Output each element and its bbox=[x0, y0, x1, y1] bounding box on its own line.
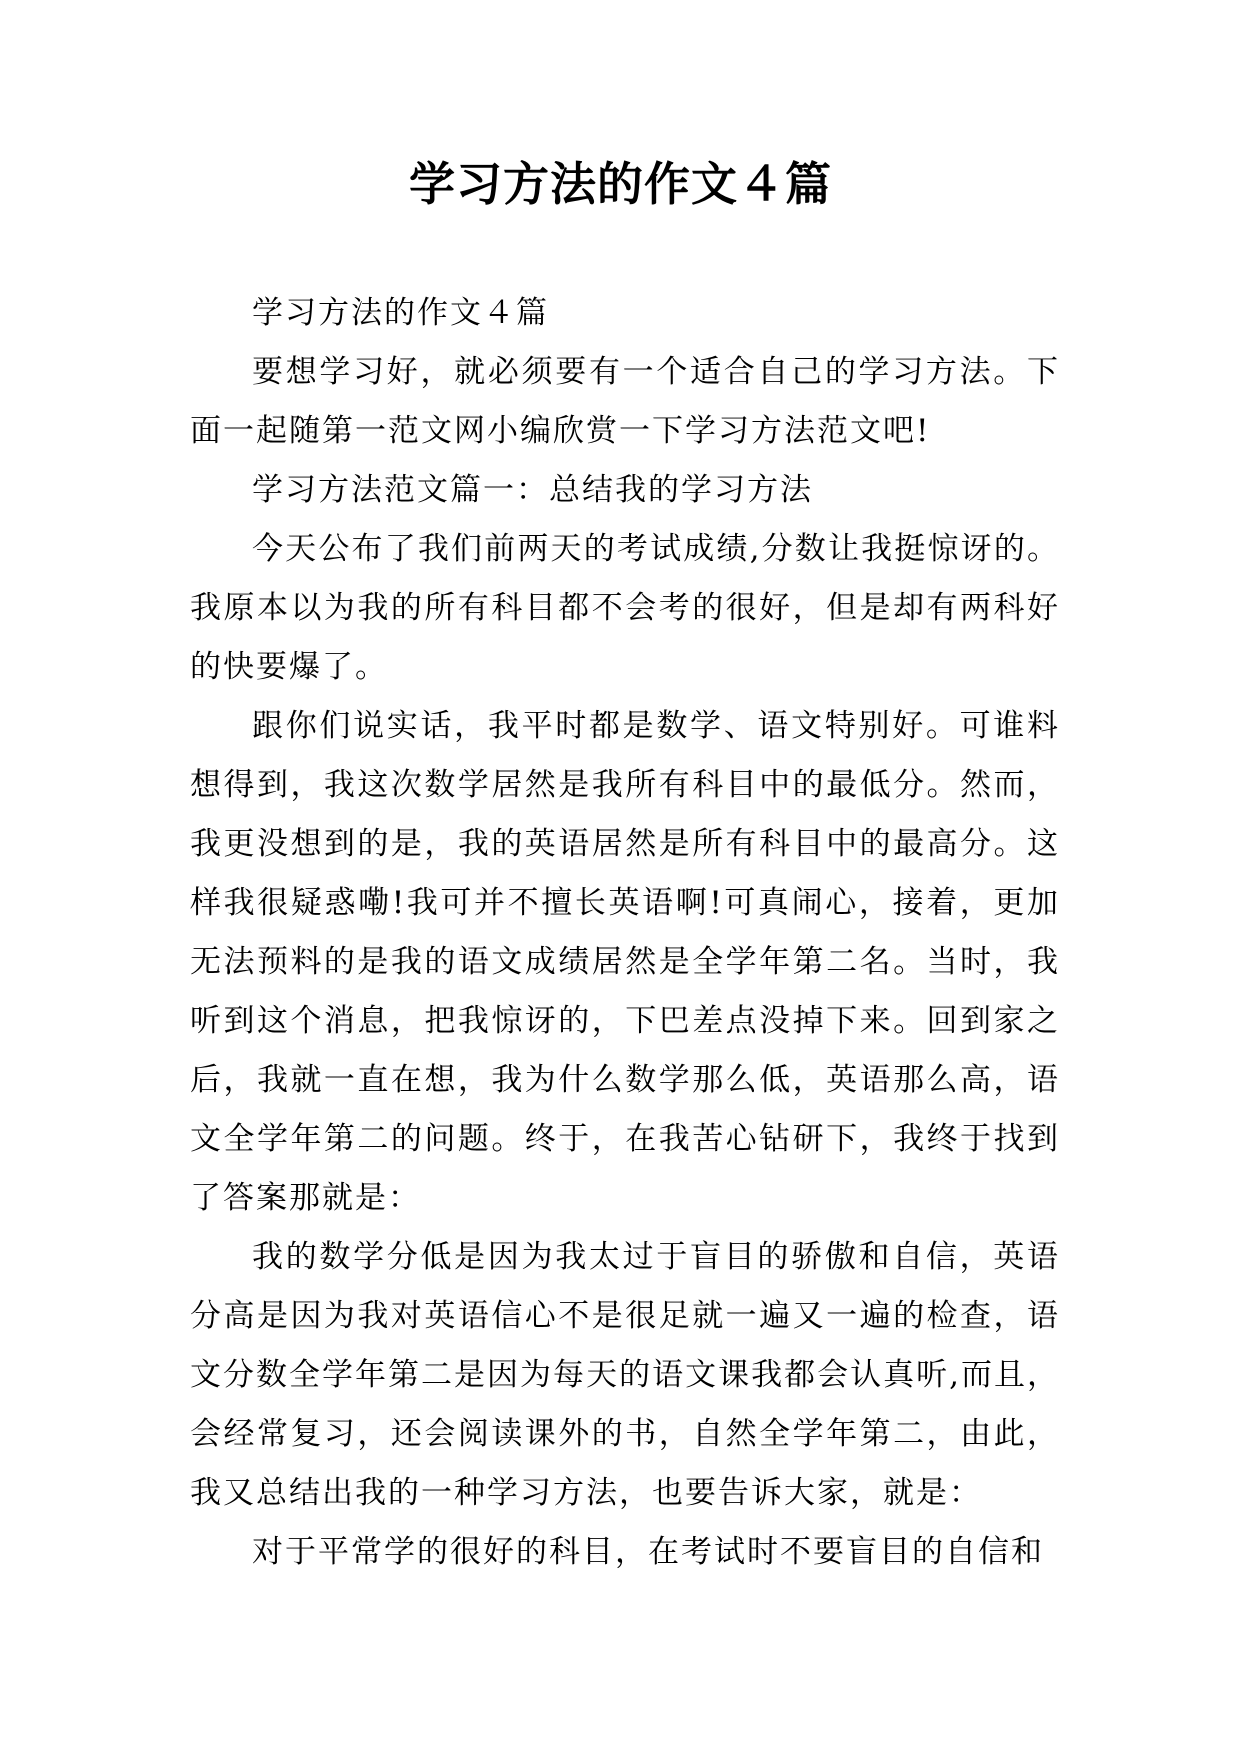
paragraph: 我的数学分低是因为我太过于盲目的骄傲和自信，英语分高是因为我对英语信心不是很足就一遍又一遍的检查，语文分数全学年第二是因为每天的语文课我都会认真听,而且，会经常复习，还会阅读课外的书，自然全学年第二，由此，我又总结出我的一种学习方法，也要告诉大家，就是： bbox=[190, 1239, 1060, 1511]
paragraph: 要想学习好，就必须要有一个适合自己的学习方法。下面一起随第一范文网小编欣赏一下学习方法范文吧! bbox=[190, 354, 1060, 449]
document-title: 学习方法的作文４篇 bbox=[409, 157, 832, 211]
document-body bbox=[190, 284, 1060, 1582]
paragraph: 今天公布了我们前两天的考试成绩,分数让我挺惊讶的。我原本以为我的所有科目都不会考的很好，但是却有两科好的快要爆了。 bbox=[190, 531, 1060, 685]
paragraph: 跟你们说实话，我平时都是数学、语文特别好。可谁料想得到，我这次数学居然是我所有科目中的最低分。然而，我更没想到的是，我的英语居然是所有科目中的最高分。这样我很疑惑嘞!我可并不擅长英语啊!可真闹心，接着，更加无法预料的是我的语文成绩居然是全学年第二名。当时，我听到这个消息，把我惊讶的，下巴差点没掉下来。回到家之后，我就一直在想，我为什么数学那么低，英语那么高，语文全学年第二的问题。终于，在我苦心钻研下，我终于找到了答案那就是： bbox=[190, 708, 1060, 1216]
paragraph: 学习方法的作文４篇 bbox=[252, 295, 549, 331]
paragraph: 学习方法范文篇一：总结我的学习方法 bbox=[252, 472, 813, 508]
paragraph: 对于平常学的很好的科目，在考试时不要盲目的自信和 bbox=[252, 1534, 1044, 1570]
